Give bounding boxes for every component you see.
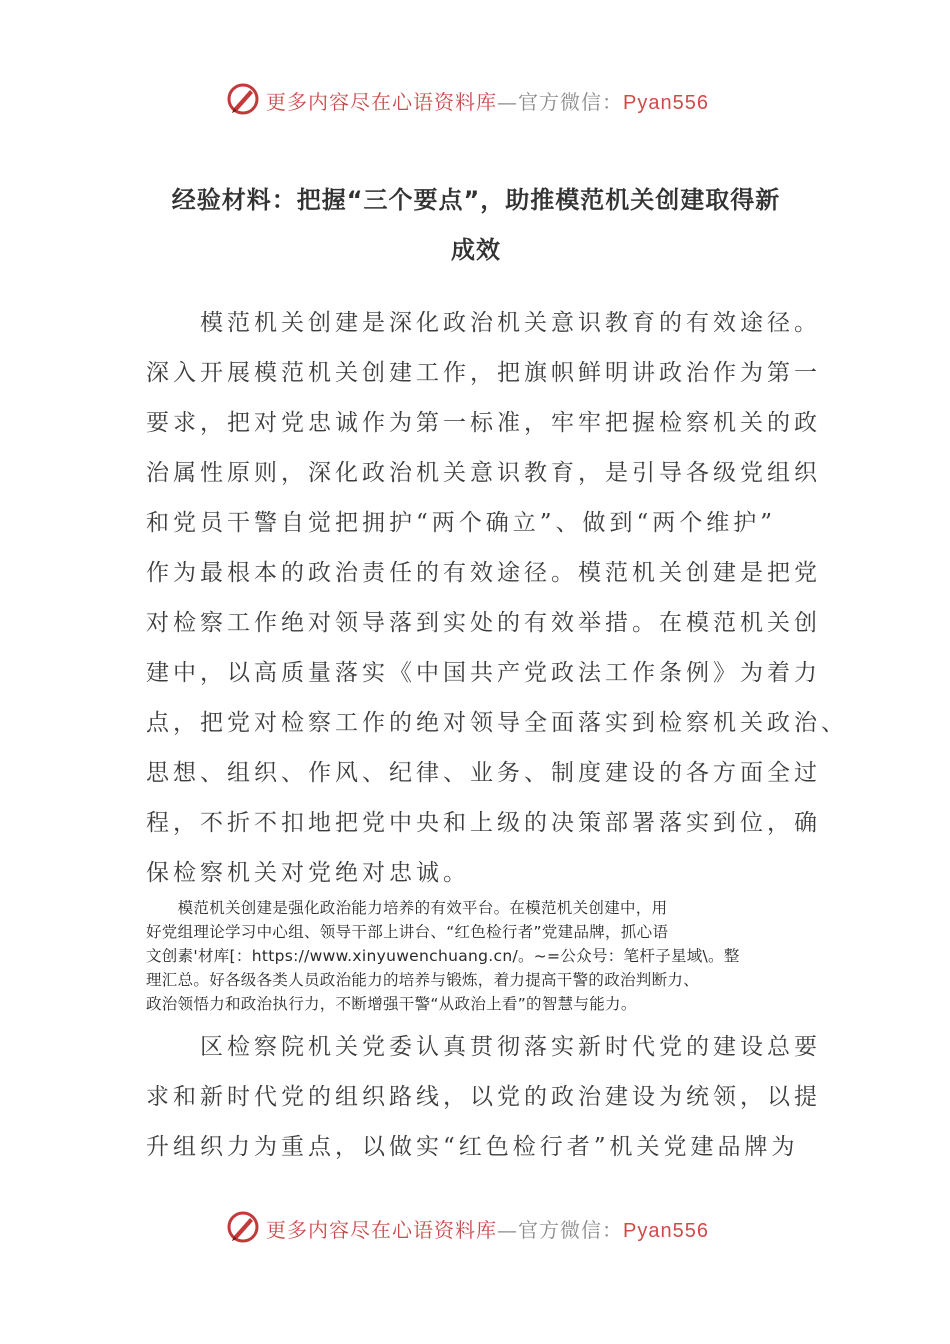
paragraph-2-line: 好党组理论学习中心组、领导干部上讲台、“红色检行者”党建品牌，抓心语 [146, 923, 669, 941]
header-banner [0, 80, 950, 120]
pen-logo-icon [226, 1210, 260, 1244]
wechat-label: 官方微信： [518, 90, 623, 114]
paragraph-1-line: 模范机关创建是深化政治机关意识教育的有效途径。 [146, 310, 821, 336]
paragraph-3-line: 升组织力为重点，以做实“红色检行者”机关党建品牌为 [146, 1134, 799, 1160]
paragraph-2-line: 政治领悟力和政治执行力，不断增强干警“从政治上看”的智慧与能力。 [146, 995, 637, 1013]
library-name: 更多内容尽在心语资料库 [266, 90, 497, 114]
footer-banner [0, 1208, 950, 1248]
paragraph-3-line: 区检察院机关党委认真贯彻落实新时代党的建设总要 [146, 1034, 821, 1060]
paragraph-3-line: 求和新时代党的组织路线，以党的政治建设为统领，以提 [146, 1084, 821, 1110]
paragraph-1-line: 作为最根本的政治责任的有效途径。模范机关创建是把党 [146, 560, 821, 586]
library-name: 更多内容尽在心语资料库 [266, 1218, 497, 1242]
wechat-id: Pyan556 [623, 92, 709, 114]
document-title-line-2: 成效 [451, 236, 501, 264]
paragraph-1-line: 思想、组织、作风、纪律、业务、制度建设的各方面全过 [146, 760, 821, 786]
document-title-line-1: 经验材料：把握“三个要点”，助推模范机关创建取得新 [171, 186, 781, 214]
banner-text [266, 86, 709, 115]
banner-dash: — [497, 90, 518, 114]
paragraph-1-line: 保检察机关对党绝对忠诚。 [146, 860, 470, 886]
paragraph-1-line: 治属性原则，深化政治机关意识教育，是引导各级党组织 [146, 460, 821, 486]
paragraph-2-line: 理汇总。好各级各类人员政治能力的培养与锻炼，着力提高干警的政治判断力、 [146, 971, 700, 989]
wechat-id: Pyan556 [623, 1220, 709, 1242]
paragraph-1-line: 程，不折不扣地把党中央和上级的决策部署落实到位，确 [146, 810, 821, 836]
paragraph-1-line: 和党员干警自觉把拥护“两个确立”、做到“两个维护” [146, 510, 777, 536]
pen-logo-icon [226, 82, 260, 116]
wechat-label: 官方微信： [518, 1218, 623, 1242]
paragraph-1-line: 对检察工作绝对领导落到实处的有效举措。在模范机关创 [146, 610, 821, 636]
banner-dash: — [497, 1218, 518, 1242]
paragraph-2-line: 模范机关创建是强化政治能力培养的有效平台。在模范机关创建中，用 [146, 899, 668, 917]
paragraph-1-line: 点，把党对检察工作的绝对领导全面落实到检察机关政治、 [146, 710, 848, 736]
paragraph-1-line: 要求，把对党忠诚作为第一标准，牢牢把握检察机关的政 [146, 410, 821, 436]
paragraph-1-line: 深入开展模范机关创建工作，把旗帜鲜明讲政治作为第一 [146, 360, 821, 386]
banner-text [266, 1214, 709, 1243]
paragraph-1-line: 建中，以高质量落实《中国共产党政法工作条例》为着力 [146, 660, 821, 686]
paragraph-2-line: 文创素'材库[：https://www.xinyuwenchuang.cn/。~=公众号：笔杆子星域\。整 [146, 947, 740, 965]
